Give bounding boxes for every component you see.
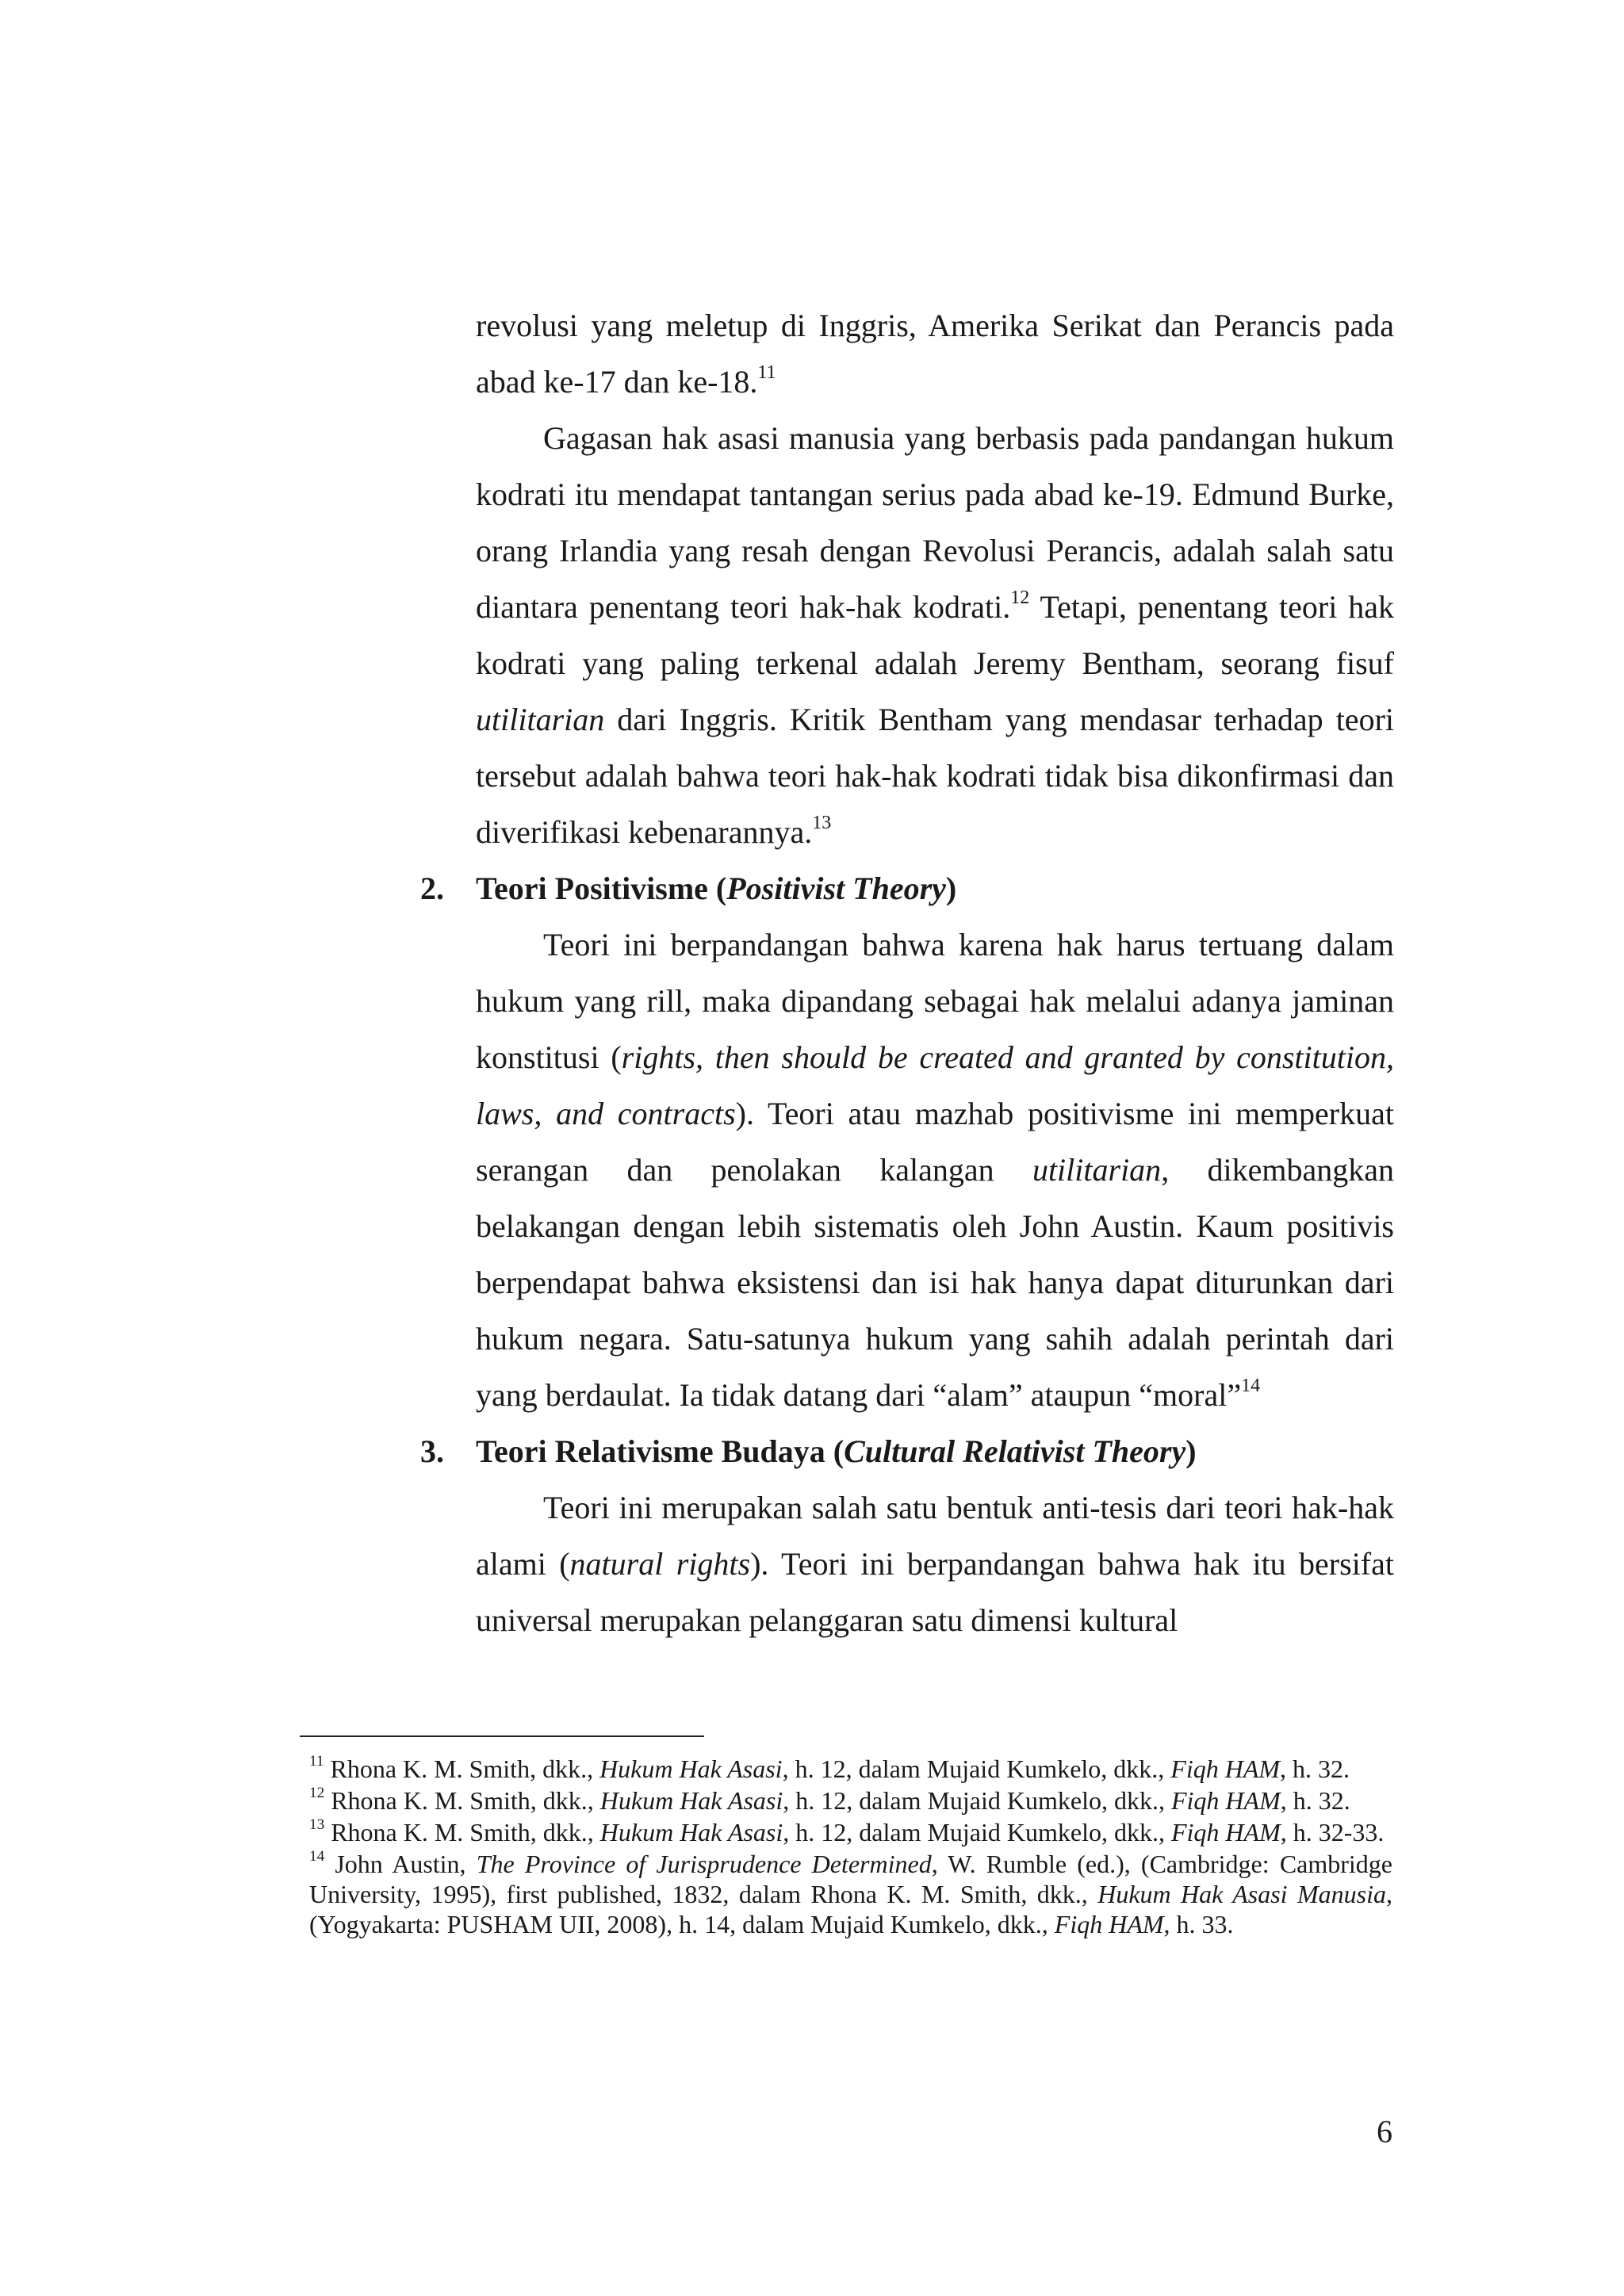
italic-text: natural rights (569, 1546, 751, 1582)
text-run: dari Inggris. Kritik Bentham yang mendasar terhadap teori tersebut adalah bahwa teori hak-hak kodrati tidak bisa dikonfirmasi dan diverifikasi kebenarannya. (476, 702, 1394, 850)
text-run: ) (945, 871, 957, 906)
text-run: Teori Positivisme ( (476, 871, 727, 906)
text-run: ). Teori atau mazhab positivisme ini memperkuat serangan dan penolakan kalangan (476, 1096, 1394, 1188)
italic-text: Hukum Hak Asasi Manusia (1097, 1880, 1387, 1908)
italic-text: Hukum Hak Asasi (599, 1755, 783, 1783)
footnote (309, 1754, 1392, 1784)
text-run: Teori ini merupakan salah satu bentuk anti-tesis dari teori hak-hak alami ( (476, 1490, 1394, 1582)
text-run: , h. 32-33. (1280, 1818, 1385, 1846)
footnote (309, 1817, 1392, 1847)
italic-text: Fiqh HAM (1170, 1786, 1281, 1815)
footnote-ref: 12 (1010, 587, 1030, 609)
footnote-number: 14 (309, 1848, 325, 1866)
text-run: , (Yogyakarta: PUSHAM UII, 2008), h. 14, dalam Mujaid Kumkelo, dkk., (309, 1880, 1393, 1938)
body-paragraph (476, 1479, 1394, 1648)
footnote-number: 12 (309, 1785, 325, 1802)
italic-text: Hukum Hak Asasi (599, 1818, 783, 1846)
body-paragraph (476, 410, 1394, 860)
italic-text: utilitarian (476, 702, 605, 737)
footnote-number: 13 (309, 1816, 325, 1834)
text-run: ). Teori ini berpandangan bahwa hak itu bersifat universal merupakan pelanggaran satu dimensi kultural (476, 1546, 1394, 1638)
italic-text: utilitarian (1032, 1152, 1162, 1188)
text-run: , h. 12, dalam Mujaid Kumkelo, dkk., (783, 1818, 1171, 1846)
text-run: Tetapi, penentang teori hak kodrati yang paling terkenal adalah Jeremy Bentham, seorang fisuf (476, 589, 1394, 681)
text-run: , h. 32. (1280, 1786, 1350, 1815)
text-run: , h. 33. (1163, 1910, 1234, 1938)
page-number: 6 (1377, 2114, 1392, 2149)
italic-text: Cultural Relativist Theory (844, 1433, 1186, 1469)
section-heading (420, 860, 1394, 916)
text-run: ) (1185, 1433, 1197, 1469)
italic-text: Fiqh HAM (1170, 1818, 1281, 1846)
footnote-separator (300, 1735, 704, 1737)
text-run: Rhona K. M. Smith, dkk., (324, 1818, 600, 1846)
body-text (420, 297, 1394, 1648)
heading-number: 3. (420, 1433, 444, 1469)
footnote-ref: 13 (812, 813, 832, 834)
section-heading (420, 1423, 1394, 1479)
text-run: Teori ini berpandangan bahwa karena hak harus tertuang dalam hukum yang rill, maka dipandang sebagai hak melalui adanya jaminan konstitusi ( (476, 927, 1394, 1075)
italic-text: The Province of Jurisprudence Determined (476, 1850, 932, 1878)
text-run: Rhona K. M. Smith, dkk., (324, 1786, 600, 1815)
text-run: Rhona K. M. Smith, dkk., (324, 1755, 600, 1783)
text-run: , h. 12, dalam Mujaid Kumkelo, dkk., (783, 1786, 1171, 1815)
text-run: Gagasan hak asasi manusia yang berbasis pada pandangan hukum kodrati itu mendapat tantangan serius pada abad ke-19. Edmund Burke, orang Irlandia yang resah dengan Revolusi Perancis, adalah salah satu diantara penentang teori hak-hak kodrati. (476, 420, 1394, 625)
italic-text: Fiqh HAM (1054, 1910, 1164, 1938)
heading-number: 2. (420, 871, 444, 906)
footnote (309, 1849, 1392, 1939)
footnote (309, 1785, 1392, 1816)
footnote-ref: 14 (1241, 1376, 1261, 1397)
footnotes (309, 1754, 1392, 1941)
italic-text: Positivist Theory (726, 871, 946, 906)
italic-text: Hukum Hak Asasi (599, 1786, 783, 1815)
footnote-ref: 11 (757, 362, 776, 384)
text-run: , dikembangkan belakangan dengan lebih sistematis oleh John Austin. Kaum positivis berpendapat bahwa eksistensi dan isi hak hanya dapat diturunkan dari hukum negara. Satu-satunya hukum yang sahih adalah perintah dari yang berdaulat. Ia tidak datang dari “alam” ataupun “moral” (476, 1152, 1394, 1413)
italic-text: rights, then should be created and granted by constitution, laws, and contracts (476, 1039, 1394, 1131)
text-run: Teori Relativisme Budaya ( (476, 1433, 845, 1469)
body-paragraph (476, 297, 1394, 410)
italic-text: Fiqh HAM (1170, 1755, 1281, 1783)
text-run: , W. Rumble (ed.), (Cambridge: Cambridge University, 1995), first published, 1832, dalam Rhona K. M. Smith, dkk., (309, 1850, 1393, 1908)
text-run: , h. 32. (1280, 1755, 1350, 1783)
text-run: John Austin, (324, 1850, 477, 1878)
body-paragraph (476, 916, 1394, 1423)
text-run: , h. 12, dalam Mujaid Kumkelo, dkk., (782, 1755, 1171, 1783)
footnote-number: 11 (309, 1753, 324, 1770)
text-run: revolusi yang meletup di Inggris, Amerika Serikat dan Perancis pada abad ke-17 dan ke-18. (476, 308, 1394, 400)
